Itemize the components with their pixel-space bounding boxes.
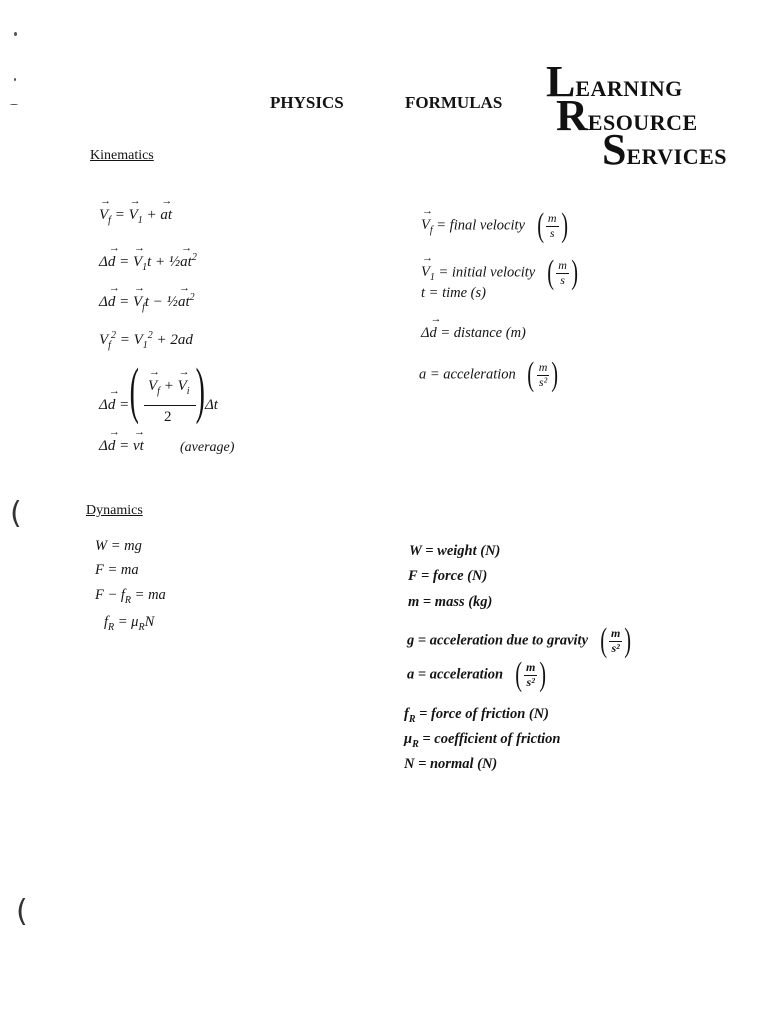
page-title-formulas: FORMULAS	[405, 93, 503, 112]
acceleration-unit: ( $\frac{m}{\text{s²}}$ )	[514, 656, 547, 693]
unit-den: s	[560, 272, 565, 287]
kinematics-equation-average-displacement: Δ→ d =	[99, 397, 129, 414]
fraction-numerator: → $V_f$ + → $V_i$	[148, 378, 190, 397]
scan-speck	[14, 78, 16, 81]
dynamics-equation-force: F = ma	[95, 562, 139, 578]
delta-t: Δt	[205, 397, 218, 413]
def-time: t = time (s)	[421, 285, 486, 301]
def-coefficient-label: = coefficient of friction	[422, 731, 561, 747]
dynamics-heading: Dynamics	[86, 503, 143, 518]
def-initial-velocity: → $V_1$ = initial velocity ( $\frac{m}{s}$ )	[421, 256, 580, 290]
unit-num: m	[547, 211, 557, 226]
def-distance-label: = distance (m)	[440, 325, 526, 341]
dynamics-equation-weight: W = mg	[95, 538, 142, 554]
fraction-denominator: 2	[164, 409, 172, 425]
def-acceleration-label: a = acceleration	[419, 366, 516, 383]
def-mass: m = mass (kg)	[408, 594, 493, 610]
def-gravity-label: g = acceleration due to gravity	[407, 632, 589, 649]
dynamics-equation-net-friction	[95, 587, 166, 606]
scan-speck	[10, 104, 18, 105]
def-final-velocity-label: = final velocity	[436, 217, 525, 234]
dynamics-equation-friction	[104, 614, 154, 633]
def-initial-velocity-label: = initial velocity	[438, 264, 536, 281]
velocity-unit: ( $\frac{m}{s}$ )	[536, 207, 568, 244]
def-acceleration-dynamics-label: a = acceleration	[407, 666, 504, 683]
binder-hole-mark: (	[10, 496, 22, 531]
acceleration-unit: ( $\frac{m}{\text{s²}}$ )	[527, 356, 559, 393]
unit-den: s	[549, 225, 555, 240]
subscript-r: R	[138, 621, 145, 633]
left-parenthesis: (	[129, 357, 139, 425]
friction-mid: = μ	[114, 614, 139, 630]
unit-num: m	[558, 258, 567, 273]
def-distance: Δ→ d = distance (m)	[421, 325, 526, 342]
def-weight: W = weight (N)	[409, 543, 501, 559]
def-gravity	[407, 624, 634, 658]
fraction-bar	[144, 405, 196, 406]
kinematics-equation-velocity-squared: $V_f^2 = V_1^2 + 2ad$	[99, 330, 193, 351]
def-friction-label: = force of friction (N)	[419, 706, 550, 722]
velocity-unit: ( $\frac{m}{s}$ )	[547, 254, 578, 291]
net-friction-prefix: F − f	[95, 587, 125, 603]
kinematics-equation-displacement-initial: Δ→ d = → $V_1t$ + ½→ $at^2$	[99, 252, 197, 273]
right-parenthesis: )	[195, 357, 205, 425]
kinematics-heading: Kinematics	[90, 148, 154, 163]
kinematics-equation-final-velocity: → $V_f$ = → $V_1$ + → at	[99, 207, 172, 226]
def-acceleration	[419, 358, 561, 392]
binder-hole-mark: (	[16, 894, 28, 929]
net-friction-suffix: = ma	[131, 587, 166, 603]
def-acceleration-dynamics	[407, 658, 549, 692]
page-title-physics: PHYSICS	[270, 93, 344, 112]
friction-prefix: f	[104, 614, 109, 630]
unit-den: s²	[526, 674, 535, 689]
def-force: F = force (N)	[408, 568, 488, 584]
learning-resource-services-logo: LEARNING RESOURCE SERVICES	[546, 57, 728, 174]
unit-num: m	[538, 360, 548, 375]
scan-speck	[14, 32, 17, 36]
def-final-velocity: → $V_f$ = final velocity ( $\frac{m}{s}$ )	[421, 209, 570, 243]
unit-num: m	[610, 626, 621, 641]
friction-suffix: N	[144, 614, 155, 630]
kinematics-equation-displacement-final: Δ→ d = → $V_ft$ − ½→ $at^2$	[99, 292, 195, 313]
subscript-r: R	[124, 594, 132, 606]
def-normal: N = normal (N)	[404, 756, 498, 772]
unit-num: m	[526, 660, 536, 675]
kinematics-equation-vt: Δ→ d = → vt	[99, 438, 144, 455]
def-coefficient: $\mu_R$ = coefficient of friction	[404, 731, 561, 750]
unit-den: s²	[538, 374, 548, 389]
def-friction: $f_R$ = force of friction (N)	[404, 706, 550, 725]
subscript-r: R	[108, 621, 115, 633]
acceleration-unit: ( $\frac{m}{\text{s²}}$ )	[599, 622, 632, 659]
average-note: (average)	[180, 440, 235, 455]
unit-den: s²	[611, 640, 620, 655]
